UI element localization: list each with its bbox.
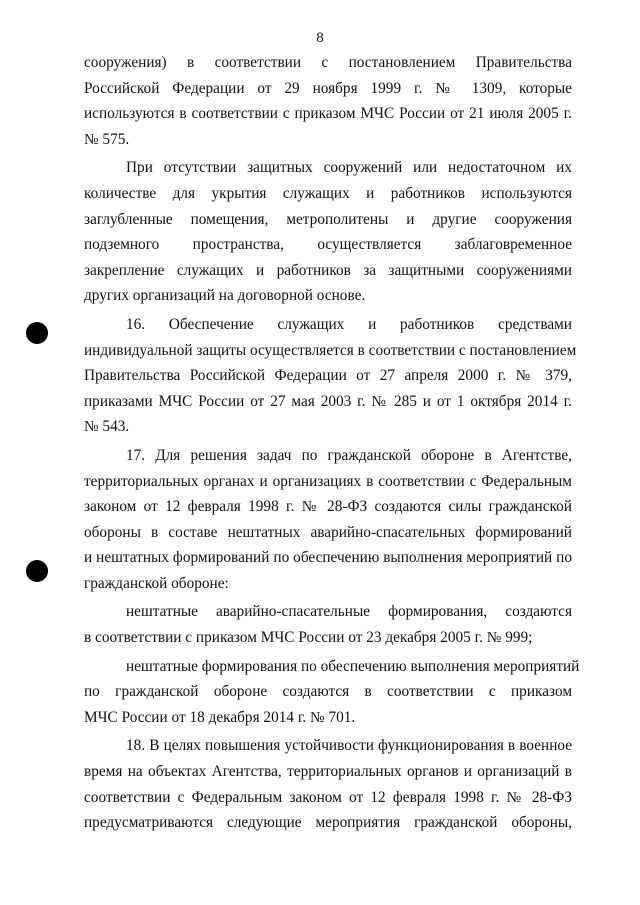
paragraph-support-units: [84, 654, 580, 731]
text-line: предусматриваются следующие мероприятия гражданской обороны,: [84, 814, 572, 832]
text-line: и нештатных формирований по обеспечению выполнения мероприятий по: [84, 549, 572, 567]
text-line: Правительства Российской Федерации от 27 апреля 2000 г. № 379,: [84, 367, 572, 385]
punch-hole-top: [26, 322, 48, 344]
text-line: № 575.: [84, 130, 130, 148]
punch-hole-bottom: [26, 560, 48, 582]
text-line: заглубленные помещения, метрополитены и другие сооружения: [84, 210, 572, 228]
text-line: нештатные формирования по обеспечению выполнения мероприятий: [126, 657, 580, 675]
text-line: других организаций на договорной основе.: [84, 287, 366, 305]
text-line: приказами МЧС России от 27 мая 2003 г. № 285 и от 1 октября 2014 г.: [84, 392, 572, 410]
text-line: При отсутствии защитных сооружений или недостаточном их: [126, 159, 572, 177]
text-line: 18. В целях повышения устойчивости функционирования в военное: [126, 737, 572, 755]
text-line: № 543.: [84, 418, 130, 436]
text-line: Российской Федерации от 29 ноября 1999 г. № 1309, которые: [84, 79, 572, 97]
text-line: используются в соответствии с приказом МЧС России от 21 июля 2005 г.: [84, 105, 572, 123]
paragraph-shelters: [84, 155, 572, 309]
text-line: обороны в составе нештатных аварийно-спасательных формирований: [84, 523, 572, 541]
text-line: по гражданской обороне создаются в соответствии с приказом: [84, 683, 572, 701]
text-line: соответствии с Федеральным законом от 12 февраля 1998 г. № 28-ФЗ: [84, 788, 572, 806]
paragraph-18: [84, 733, 572, 835]
paragraph-16: [84, 312, 577, 440]
text-line: МЧС России от 18 декабря 2014 г. № 701.: [84, 708, 356, 726]
paragraph-continuation: [84, 50, 572, 152]
text-line: количестве для укрытия служащих и работников используются: [84, 184, 572, 202]
text-line: сооружения) в соответствии с постановлением Правительства: [84, 54, 572, 71]
paragraph-rescue-units: [84, 599, 572, 650]
page-number: 8: [316, 30, 324, 46]
text-line: закрепление служащих и работников за защитными сооружениями: [84, 261, 572, 279]
text-line: нештатные аварийно-спасательные формирования, создаются: [126, 603, 572, 621]
text-line: индивидуальной защиты осуществляется в соответствии с постановлением: [84, 341, 577, 359]
text-line: время на объектах Агентства, территориальных органов и организаций в: [84, 763, 572, 781]
text-line: 17. Для решения задач по гражданской обороне в Агентстве,: [126, 446, 572, 464]
document-body: [84, 50, 580, 836]
paragraph-17: [84, 443, 572, 597]
text-line: 16. Обеспечение служащих и работников средствами: [126, 315, 572, 333]
text-line: гражданской обороне:: [84, 574, 229, 592]
text-line: законом от 12 февраля 1998 г. № 28-ФЗ создаются силы гражданской: [84, 498, 572, 516]
text-line: в соответствии с приказом МЧС России от 23 декабря 2005 г. № 999;: [84, 629, 533, 647]
text-line: территориальных органах и организациях в соответствии с Федеральным: [84, 472, 572, 490]
text-line: подземного пространства, осуществляется заблаговременное: [84, 236, 572, 254]
